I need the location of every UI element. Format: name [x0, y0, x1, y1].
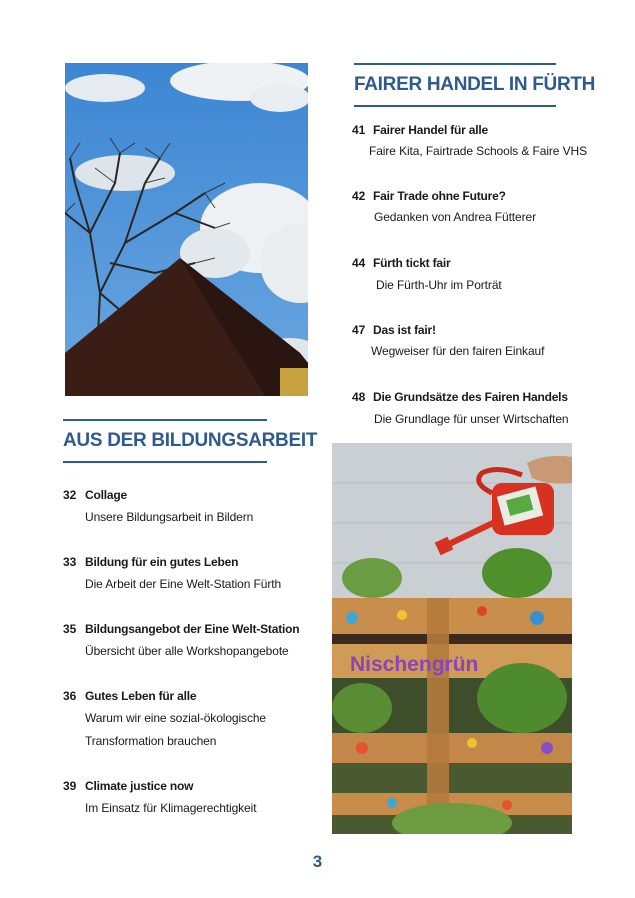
toc-title: Gutes Leben für alle — [85, 689, 197, 703]
toc-page-number: 41 — [352, 123, 366, 137]
section-heading-fairer-handel: FAIRER HANDEL IN FÜRTH — [354, 63, 556, 107]
toc-title: Bildung für ein gutes Leben — [85, 555, 239, 569]
toc-entry[interactable] — [352, 123, 587, 159]
toc-entry[interactable] — [352, 189, 582, 225]
toc-subtitle: Gedanken von Andrea Fütterer — [374, 210, 536, 224]
toc-entry[interactable] — [352, 256, 582, 292]
toc-page-number: 32 — [63, 488, 77, 502]
toc-page-number: 33 — [63, 555, 77, 569]
toc-subtitle: Unsere Bildungsarbeit in Bildern — [85, 510, 254, 524]
toc-title: Fair Trade ohne Future? — [373, 189, 506, 203]
toc-title: Collage — [85, 488, 127, 502]
garden-sign-text: Nischengrün — [350, 653, 479, 676]
toc-page-number: 47 — [352, 323, 366, 337]
toc-subtitle: Die Grundlage für unser Wirtschaften — [374, 412, 569, 426]
toc-entry[interactable] — [352, 390, 582, 426]
toc-entry[interactable] — [63, 488, 313, 524]
toc-entry[interactable] — [63, 779, 313, 815]
toc-subtitle: Warum wir eine sozial-ökologische — [85, 711, 266, 725]
toc-subtitle: Im Einsatz für Klimagerechtigkeit — [85, 801, 257, 815]
toc-page-number: 36 — [63, 689, 77, 703]
toc-entry[interactable] — [352, 323, 582, 359]
toc-subtitle-continued: Transformation brauchen — [85, 734, 217, 748]
toc-entry[interactable] — [63, 555, 313, 591]
toc-page-number: 48 — [352, 390, 366, 404]
toc-title: Die Grundsätze des Fairen Handels — [373, 390, 568, 404]
photo-tree-house — [65, 63, 308, 396]
toc-entry[interactable] — [63, 622, 313, 658]
page-number: 3 — [312, 852, 323, 871]
section-heading-bildungsarbeit: AUS DER BILDUNGSARBEIT — [63, 419, 267, 463]
photo-pallet-garden — [332, 443, 572, 834]
toc-title: Fürth tickt fair — [373, 256, 451, 270]
toc-entry[interactable] — [63, 689, 313, 748]
toc-subtitle: Faire Kita, Fairtrade Schools & Faire VHS — [369, 144, 587, 158]
toc-title: Fairer Handel für alle — [373, 123, 488, 137]
toc-page-number: 44 — [352, 256, 366, 270]
toc-subtitle: Wegweiser für den fairen Einkauf — [371, 344, 545, 358]
toc-page-number: 35 — [63, 622, 77, 636]
toc-title: Bildungsangebot der Eine Welt-Station — [85, 622, 300, 636]
toc-subtitle: Die Fürth-Uhr im Porträt — [376, 278, 502, 292]
toc-subtitle: Die Arbeit der Eine Welt-Station Fürth — [85, 577, 282, 591]
toc-subtitle: Übersicht über alle Workshopangebote — [85, 644, 289, 658]
toc-title: Climate justice now — [85, 779, 194, 793]
toc-title: Das ist fair! — [373, 323, 436, 337]
toc-page-number: 42 — [352, 189, 366, 203]
toc-page-number: 39 — [63, 779, 77, 793]
